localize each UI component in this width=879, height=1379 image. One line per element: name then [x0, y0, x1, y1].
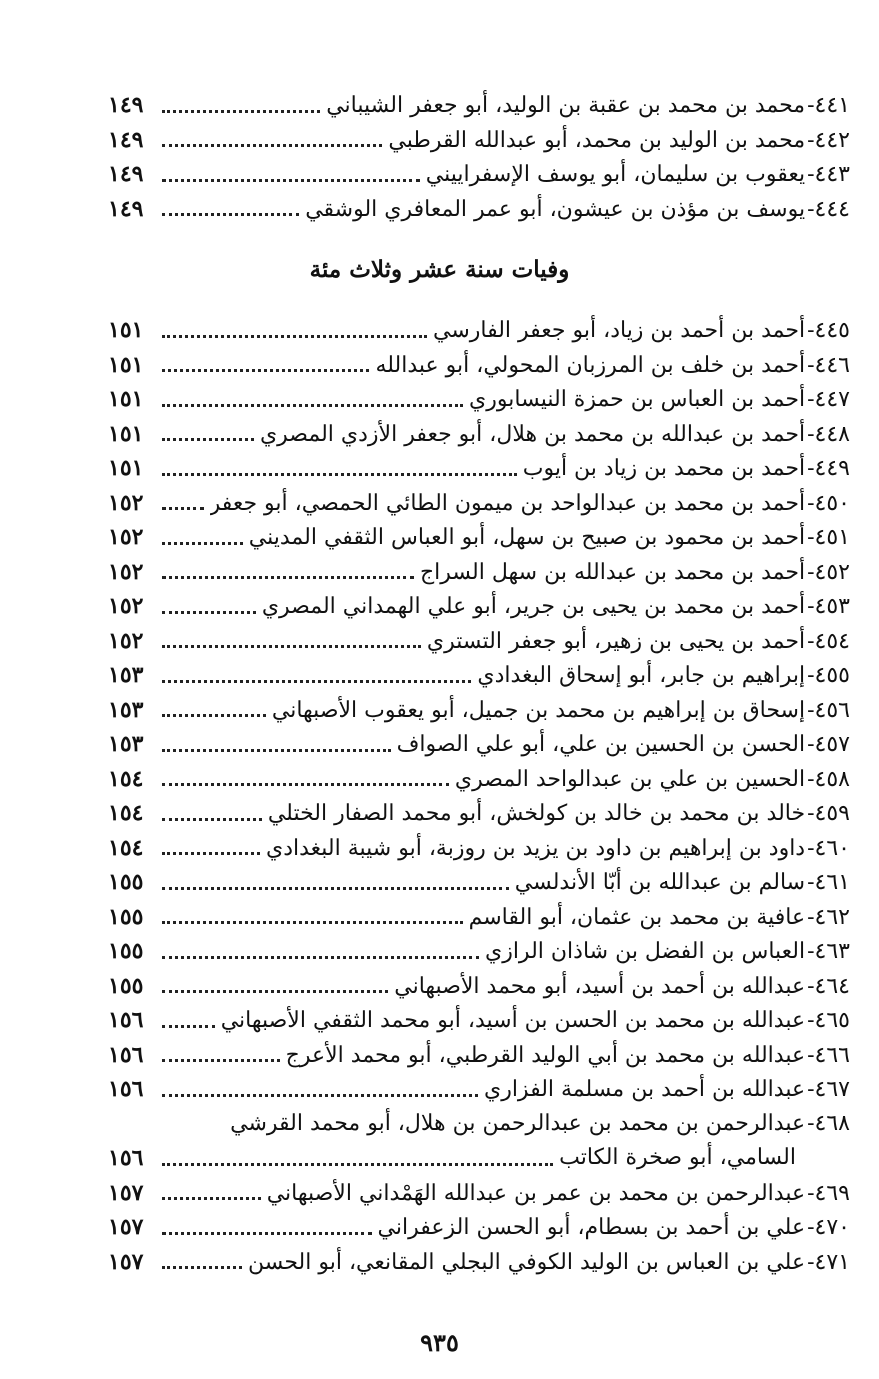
section-heading: وفيات سنة عشر وثلاث مئة	[309, 256, 570, 283]
entry-title: يعقوب بن سليمان، أبو يوسف الإسفراييني	[425, 162, 806, 187]
toc-entry	[108, 348, 850, 383]
leader-dots	[162, 1163, 553, 1166]
toc-entry	[108, 693, 850, 728]
leader-dots	[162, 921, 463, 924]
toc-entry	[108, 1072, 850, 1107]
entry-number: ٤٤٥-	[807, 318, 850, 343]
entry-number: ٤٥٨-	[807, 766, 850, 792]
entry-title: الحسين بن علي بن عبدالواحد المصري	[454, 766, 806, 792]
entry-number: ٤٥٧-	[807, 732, 850, 757]
entry-title: علي بن العباس بن الوليد الكوفي البجلي المقانعي، أبو الحسن	[247, 1249, 806, 1275]
entry-title: إبراهيم بن جابر، أبو إسحاق البغدادي	[477, 663, 806, 688]
leader-dots	[162, 473, 517, 476]
toc-entry	[108, 451, 850, 486]
entry-page-number: ١٥٦	[108, 1076, 144, 1102]
entry-page-number: ١٥١	[108, 420, 144, 447]
entry-page-number: ١٥٤	[108, 765, 144, 792]
toc-entry	[108, 1003, 850, 1038]
entry-title: عبدالله بن أحمد بن مسلمة الفزاري	[483, 1077, 806, 1102]
entry-line-1	[108, 1107, 850, 1142]
toc-entry	[108, 762, 850, 797]
leader-dots	[162, 956, 479, 959]
entry-title: عبدالرحمن بن محمد بن عمر بن عبدالله الهَمْداني الأصبهاني	[266, 1180, 806, 1206]
entry-title: أحمد بن محمد بن زياد بن أيوب	[522, 456, 806, 481]
entry-number: ٤٥٤-	[807, 628, 850, 654]
toc-entry	[108, 520, 850, 555]
leader-dots	[162, 507, 204, 510]
toc-entry	[108, 865, 850, 900]
entry-page-number: ١٥٢	[108, 524, 144, 550]
entry-number: ٤٦٤-	[807, 973, 850, 999]
toc-entry	[108, 589, 850, 624]
entry-number: ٤٦١-	[807, 870, 850, 895]
entry-title: الحسن بن الحسين بن علي، أبو علي الصواف	[396, 732, 806, 757]
entry-number: ٤٦٢-	[807, 904, 850, 930]
entry-title: عبدالله بن محمد بن الحسن بن أسيد، أبو محمد الثقفي الأصبهاني	[220, 1008, 806, 1033]
toc-entry	[108, 313, 850, 348]
entry-number: ٤٥٦-	[807, 697, 850, 723]
entry-page-number: ١٥٧	[108, 1248, 144, 1275]
leader-dots	[162, 438, 254, 441]
leader-dots	[162, 887, 509, 890]
entry-title: خالد بن محمد بن خالد بن كولخش، أبو محمد الصفار الختلي	[267, 801, 806, 826]
toc-entry	[108, 1210, 850, 1245]
leader-dots	[162, 179, 420, 182]
entry-number: ٤٥٩-	[807, 801, 850, 826]
leader-dots	[162, 1025, 215, 1028]
entry-title: أحمد بن محمد بن عبدالله بن سهل السراج	[419, 559, 806, 585]
entry-title: سالم بن عبدالله بن أبّا الأندلسي	[514, 870, 806, 895]
leader-dots	[162, 990, 388, 993]
toc-entry	[108, 934, 850, 969]
toc-list-previous-section	[108, 88, 850, 226]
toc-entry	[108, 555, 850, 590]
leader-dots	[162, 680, 471, 683]
entry-number: ٤٦٨-	[807, 1110, 850, 1136]
entry-page-number: ١٥١	[108, 317, 144, 343]
entry-page-number: ١٥٦	[108, 1007, 144, 1033]
leader-dots	[162, 1232, 372, 1235]
leader-dots	[162, 852, 260, 855]
entry-title: العباس بن الفضل بن شاذان الرازي	[484, 939, 806, 964]
entry-page-number: ١٥٧	[108, 1179, 144, 1206]
entry-page-number: ١٥٣	[108, 731, 144, 757]
entry-title: عبدالرحمن بن محمد بن عبدالرحمن بن هلال، أبو محمد القرشي	[230, 1110, 806, 1136]
leader-dots	[162, 611, 256, 614]
entry-number: ٤٤٤-	[807, 196, 850, 222]
entry-title: إسحاق بن إبراهيم بن محمد بن جميل، أبو يعقوب الأصبهاني	[271, 697, 806, 723]
entry-title: أحمد بن العباس بن حمزة النيسابوري	[469, 387, 806, 412]
toc-entry	[108, 900, 850, 935]
entry-number: ٤٤٢-	[807, 127, 850, 153]
entry-number: ٤٦٩-	[807, 1180, 850, 1206]
leader-dots	[162, 144, 382, 147]
entry-page-number: ١٥٥	[108, 903, 144, 930]
leader-dots	[162, 335, 427, 338]
leader-dots	[162, 1266, 242, 1269]
toc-entry	[108, 624, 850, 659]
entry-page-number: ١٥٣	[108, 696, 144, 723]
entry-number: ٤٥٠-	[807, 490, 850, 516]
leader-dots	[162, 1059, 280, 1062]
entry-page-number: ١٥١	[108, 386, 144, 412]
entry-page-number: ١٥٥	[108, 972, 144, 999]
entry-title: عبدالله بن أحمد بن أسيد، أبو محمد الأصبهاني	[394, 973, 806, 999]
entry-number: ٤٥٥-	[807, 663, 850, 688]
leader-dots	[162, 542, 243, 545]
entry-page-number: ١٤٩	[108, 92, 144, 118]
toc-entry	[108, 727, 850, 762]
leader-dots	[162, 783, 449, 786]
entry-title: يوسف بن مؤذن بن عيشون، أبو عمر المعافري الوشقي	[305, 196, 806, 222]
toc-entry	[108, 382, 850, 417]
entry-page-number: ١٥٢	[108, 627, 144, 654]
entry-number: ٤٦٣-	[807, 939, 850, 964]
entry-page-number: ١٥٤	[108, 834, 144, 861]
entry-page-number: ١٥٢	[108, 489, 144, 516]
toc-entry	[108, 486, 850, 521]
entry-page-number: ١٤٩	[108, 126, 144, 153]
entry-title: أحمد بن أحمد بن زياد، أبو جعفر الفارسي	[432, 318, 806, 343]
entry-page-number: ١٥١	[108, 455, 144, 481]
entry-number: ٤٧١-	[807, 1249, 850, 1275]
toc-entry	[108, 157, 850, 192]
entry-title: أحمد بن خلف بن المرزبان المحولي، أبو عبدالله	[375, 352, 806, 378]
entry-number: ٤٦٦-	[807, 1042, 850, 1068]
entry-page-number: ١٥٥	[108, 938, 144, 964]
leader-dots	[162, 404, 463, 407]
entry-title: محمد بن محمد بن عقبة بن الوليد، أبو جعفر الشيباني	[326, 93, 806, 118]
entry-page-number: ١٤٩	[108, 195, 144, 222]
entry-page-number: ١٥٧	[108, 1214, 144, 1240]
entry-title: أحمد بن محمد بن يحيى بن جرير، أبو علي الهمداني المصري	[261, 594, 806, 619]
toc-entry	[108, 1245, 850, 1280]
entry-title: أحمد بن عبدالله بن محمد بن هلال، أبو جعفر الأزدي المصري	[259, 421, 806, 447]
entry-number: ٤٤٨-	[807, 421, 850, 447]
toc-list	[108, 313, 850, 1279]
toc-entry	[108, 1038, 850, 1073]
entry-number: ٤٧٠-	[807, 1215, 850, 1240]
entry-title: داود بن إبراهيم بن داود بن يزيد بن روزبة، أبو شيبة البغدادي	[266, 835, 806, 861]
entry-title: علي بن أحمد بن بسطام، أبو الحسن الزعفراني	[377, 1215, 806, 1240]
entry-title: عبدالله بن محمد بن أبي الوليد القرطبي، أبو محمد الأعرج	[285, 1042, 806, 1068]
entry-title: أحمد بن محمد بن عبدالواحد بن ميمون الطائي الحمصي، أبو جعفر	[209, 490, 806, 516]
toc-entry	[108, 1176, 850, 1211]
entry-number: ٤٤٩-	[807, 456, 850, 481]
entry-title: عافية بن محمد بن عثمان، أبو القاسم	[468, 904, 806, 930]
entry-title-continuation: السامي، أبو صخرة الكاتب	[559, 1145, 796, 1170]
leader-dots	[162, 749, 391, 752]
entry-title: أحمد بن محمود بن صبيح بن سهل، أبو العباس الثقفي المديني	[248, 525, 806, 550]
entry-page-number: ١٥٢	[108, 593, 144, 619]
entry-title: محمد بن الوليد بن محمد، أبو عبدالله القرطبي	[388, 127, 806, 153]
entry-title: أحمد بن يحيى بن زهير، أبو جعفر التستري	[426, 628, 806, 654]
entry-number: ٤٤٧-	[807, 387, 850, 412]
toc-entry	[108, 831, 850, 866]
toc-entry	[108, 123, 850, 158]
leader-dots	[162, 1094, 478, 1097]
toc-entry	[108, 88, 850, 123]
entry-line-2	[108, 1141, 850, 1176]
entry-number: ٤٦٧-	[807, 1077, 850, 1102]
toc-entry	[108, 969, 850, 1004]
entry-page-number: ١٥٥	[108, 869, 144, 895]
entry-page-number: ١٥٦	[108, 1145, 144, 1171]
toc-entry-multiline	[108, 1107, 850, 1176]
leader-dots	[162, 714, 266, 717]
toc-entry	[108, 417, 850, 452]
entry-number: ٤٥١-	[807, 525, 850, 550]
entry-number: ٤٥٣-	[807, 594, 850, 619]
leader-dots	[162, 818, 262, 821]
entry-number: ٤٦٥-	[807, 1008, 850, 1033]
leader-dots	[162, 110, 320, 113]
entry-number: ٤٤٦-	[807, 352, 850, 378]
leader-dots	[162, 1197, 261, 1200]
toc-entry	[108, 796, 850, 831]
page-number: ٩٣٥	[420, 1328, 459, 1357]
entry-page-number: ١٤٩	[108, 161, 144, 187]
leader-dots	[162, 213, 299, 216]
entry-number: ٤٥٢-	[807, 559, 850, 585]
leader-dots	[162, 576, 414, 579]
entry-page-number: ١٥٤	[108, 800, 144, 826]
entry-page-number: ١٥٢	[108, 558, 144, 585]
leader-dots	[162, 645, 421, 648]
entry-number: ٤٤١-	[807, 93, 850, 118]
entry-page-number: ١٥٣	[108, 662, 144, 688]
entry-page-number: ١٥٦	[108, 1041, 144, 1068]
entry-number: ٤٦٠-	[807, 835, 850, 861]
toc-entry	[108, 658, 850, 693]
leader-dots	[162, 369, 369, 372]
toc-entry	[108, 192, 850, 227]
entry-number: ٤٤٣-	[807, 162, 850, 187]
entry-page-number: ١٥١	[108, 351, 144, 378]
